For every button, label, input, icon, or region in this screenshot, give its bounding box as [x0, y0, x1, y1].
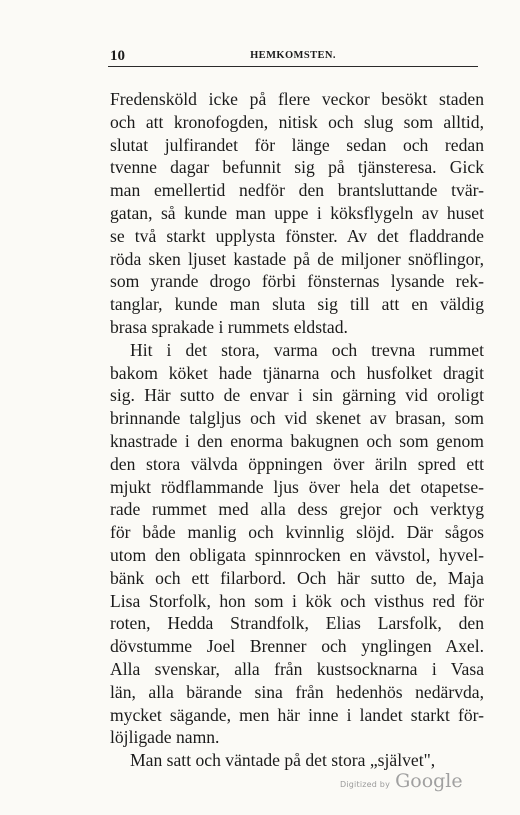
text-line: bänk och ett filarbord. Och här sutto de, Maja — [110, 567, 484, 588]
text-line: den stora välvda öppningen över äriln spred ett — [110, 453, 484, 474]
page-number: 10 — [110, 48, 125, 64]
text-line: mjukt rödflammande ljus över hela det otapetse- — [110, 476, 484, 497]
page-header — [108, 44, 478, 67]
text-line: roten, Hedda Strandfolk, Elias Larsfolk, den — [110, 613, 484, 634]
text-line: Alla svenskar, alla från kustsocknarna i Vasa — [110, 658, 484, 679]
text-line: för både manlig och kvinnlig slöjd. Där sågos — [110, 522, 484, 543]
text-line: knastrade i den enorma bakugnen och som genom — [110, 430, 484, 451]
text-line: Fredensköld icke på flere veckor besökt staden — [110, 89, 484, 109]
text-line: rade rummet med alla dess grejor och verktyg — [110, 499, 484, 520]
text-line: som yrande drogo förbi fönsternas lysande rek- — [110, 271, 484, 292]
text-line: Lisa Storfolk, hon som i kök och visthus red för — [110, 590, 484, 611]
text-line: man emellertid nedför den brantsluttande tvär- — [110, 180, 484, 201]
text-line: löjligade namn. — [110, 727, 220, 748]
text-line: brinnande talgljus och vid skenet av brasan, som — [110, 408, 484, 429]
text-line: och att kronofogden, nitisk och slug som alltid, — [110, 111, 484, 132]
digitized-watermark — [340, 770, 463, 792]
text-line: slutat julfirandet för länge sedan och redan — [110, 134, 484, 155]
text-line: gatan, så kunde man uppe i köksflygeln av huset — [110, 202, 484, 223]
text-line: röda sken ljuset kastade på de miljoner snöflingor, — [110, 248, 484, 269]
text-line: brasa sprakade i rummets eldstad. — [110, 316, 348, 337]
text-line: tanglar, kunde man sluta sig till att en väldig — [110, 294, 484, 315]
watermark-prefix: Digitized by — [340, 780, 390, 789]
text-line: utom den obligata spinnrocken en vävstol, hyvel- — [110, 544, 484, 565]
text-line: län, alla bärande sina från hedenhös nedärvda, — [110, 681, 484, 702]
text-line: mycket sägande, men här inne i landet starkt för- — [110, 704, 484, 725]
text-line: Hit i det stora, varma och trevna rummet — [130, 339, 484, 360]
google-logo: Google — [395, 770, 463, 792]
running-head: HEMKOMSTEN. — [250, 50, 336, 61]
text-line: Man satt och väntade på det stora „självet", — [130, 750, 436, 771]
text-line: bakom köket hade tjänarna och husfolket dragit — [110, 362, 484, 383]
text-line: sig. Här sutto de envar i sin gärning vid oroligt — [110, 385, 484, 406]
text-line: tvenne dagar befunnit sig på tjänsteresa. Gick — [110, 157, 484, 178]
text-line: dövstumme Joel Brenner och ynglingen Axel. — [110, 636, 484, 657]
text-line: se två starkt upplysta fönster. Av det fladdrande — [110, 225, 484, 246]
body-text — [110, 88, 484, 772]
